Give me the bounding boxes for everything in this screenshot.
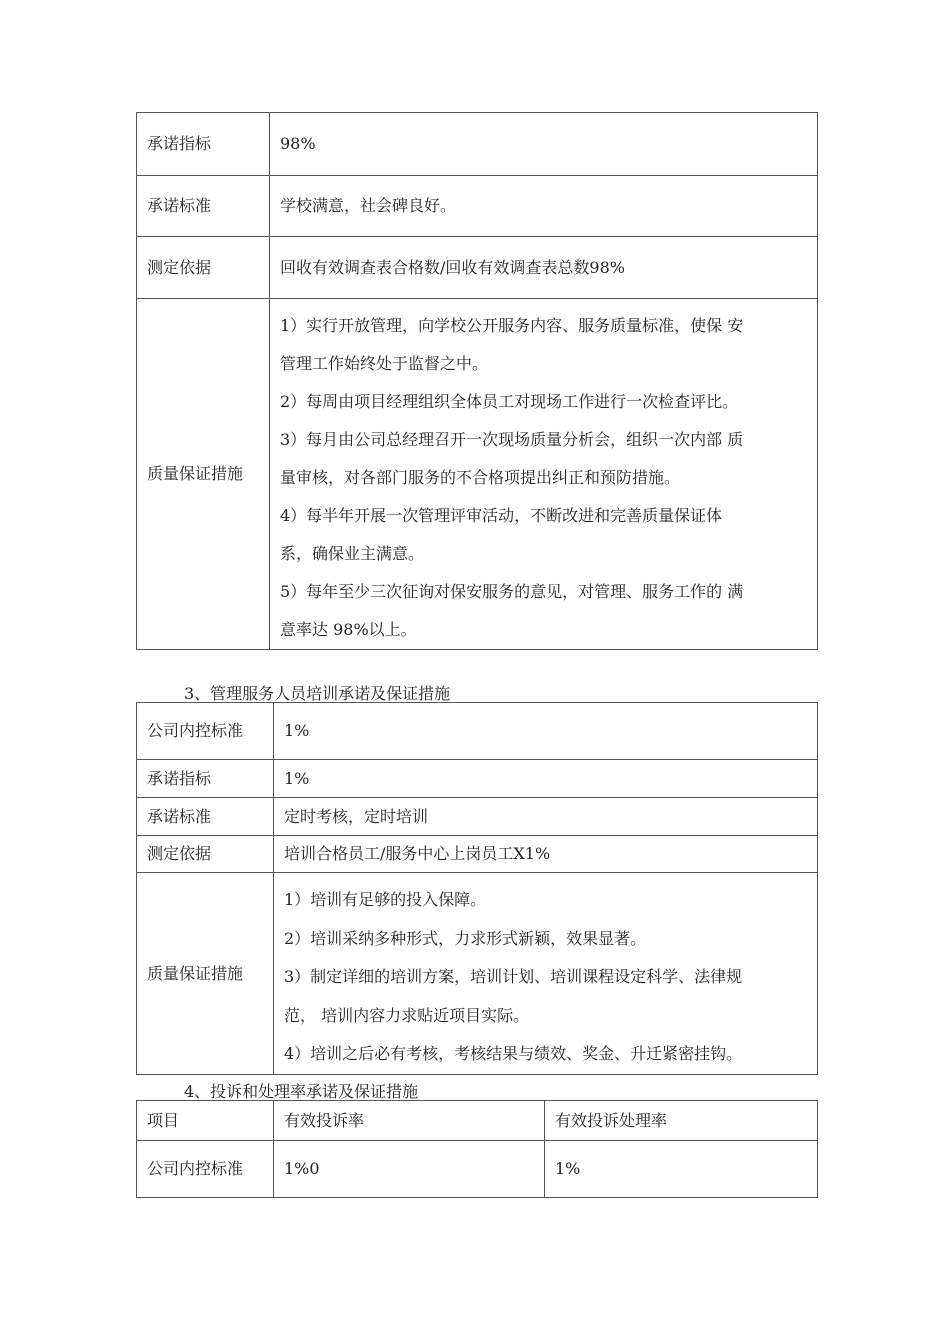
complaint-rate-table [136,1100,818,1198]
row-value: 1% [545,1141,818,1198]
row-label: 测定依据 [137,836,274,873]
measure-line: 3）每月由公司总经理召开一次现场质量分析会，组织一次内部 质 [280,430,744,449]
table-row [137,873,818,1075]
row-label: 承诺指标 [137,760,274,798]
row-label: 公司内控标准 [137,703,274,760]
measure-line: 意率达 98%以上。 [280,620,417,639]
table-row [137,299,818,650]
row-value: 98% [270,113,818,176]
table-row [137,113,818,176]
row-label: 测定依据 [137,237,270,299]
row-value: 1% [274,760,818,798]
table-row [137,237,818,299]
row-label: 承诺标准 [137,798,274,836]
table-row [137,798,818,836]
measure-line: 1）实行开放管理，向学校公开服务内容、服务质量标准，使保 安 [280,316,744,335]
row-label: 质量保证措施 [137,873,274,1075]
measure-line: 3）制定详细的培训方案，培训计划、培训课程设定科学、法律规 [284,967,743,986]
measures-cell [270,299,818,650]
row-value: 1% [274,703,818,760]
row-value: 定时考核，定时培训 [274,798,818,836]
table-header-row [137,1101,818,1141]
measure-line: 2）培训采纳多种形式，力求形式新颖，效果显著。 [284,928,647,948]
table-row [137,703,818,760]
row-label: 质量保证措施 [137,299,270,650]
row-label: 承诺指标 [137,113,270,176]
row-value: 学校满意，社会碑良好。 [270,176,818,237]
measure-line: 5）每年至少三次征询对保安服务的意见，对管理、服务工作的 满 [280,582,744,601]
measure-line: 系，确保业主满意。 [280,544,425,563]
measures-cell [274,873,818,1075]
training-commitment-table [136,702,818,1075]
row-value: 1%0 [274,1141,545,1198]
table-row [137,836,818,873]
header-cell: 项目 [137,1101,274,1141]
header-cell: 有效投诉率 [274,1101,545,1141]
row-value: 回收有效调查表合格数/回收有效调查表总数98% [270,237,818,299]
table-row [137,176,818,237]
measure-line: 4）培训之后必有考核，考核结果与绩效、奖金、升迁紧密挂钩。 [284,1044,743,1063]
table-row [137,760,818,798]
table-row [137,1141,818,1198]
section-heading: 3、管理服务人员培训承诺及保证措施 [184,684,451,703]
measure-line: 2）每周由项目经理组织全体员工对现场工作进行一次检查评比。 [280,392,739,411]
section-heading: 4、投诉和处理率承诺及保证措施 [184,1082,419,1101]
measure-line: 管理工作始终处于监督之中。 [280,354,489,373]
header-cell: 有效投诉处理率 [545,1101,818,1141]
measure-line: 范， 培训内容力求贴近项目实际。 [284,1005,530,1025]
measure-line: 量审核，对各部门服务的不合格项提出纠正和预防措施。 [280,468,681,487]
measure-line: 4）每半年开展一次管理评审活动，不断改进和完善质量保证体 [280,506,723,525]
quality-commitment-table [136,112,818,650]
measure-line: 1）培训有足够的投入保障。 [284,890,487,909]
row-value: 培训合格员工/服务中心上岗员工X1% [274,836,818,873]
row-label: 承诺标准 [137,176,270,237]
row-label: 公司内控标准 [137,1141,274,1198]
